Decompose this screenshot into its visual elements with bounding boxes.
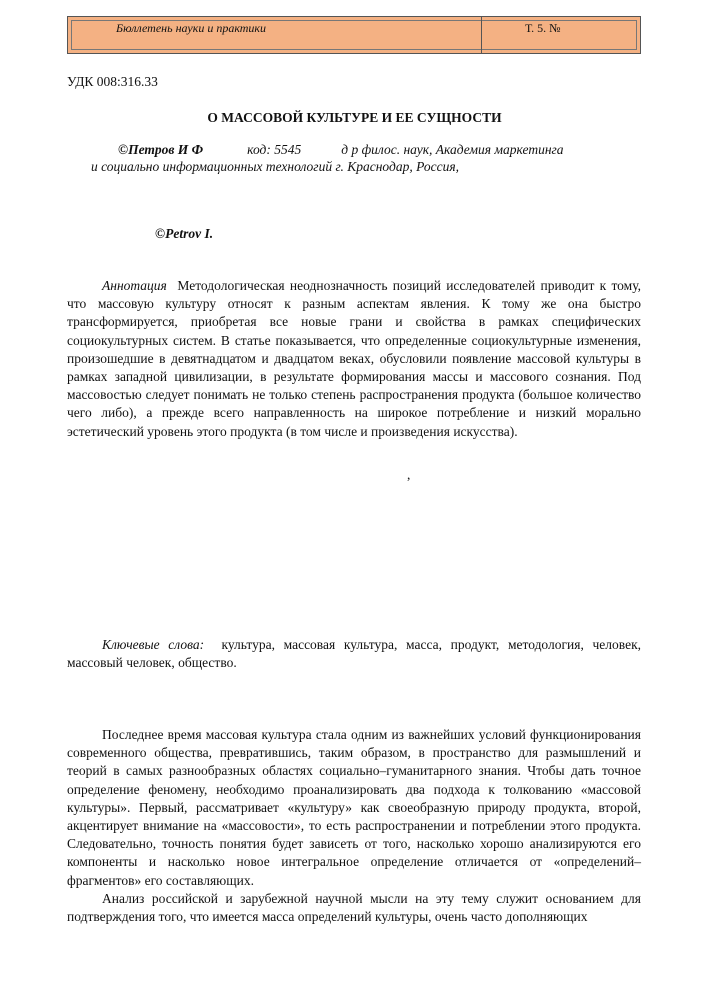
body-paragraph-1: Последнее время массовая культура стала одним из важнейших условий функционирования современного общества, превратившись, таким образом, в пространство для размышлений и теорий в самых разнообразных областях социально–гуманитарного знания. Чтобы дать точное определение феномену, необходимо проанализировать два подхода к толкованию «массовой культуры». Первый, рассматривает «культуру» как своеобразную природу продукта, второй, акцентирует внимание на «массовости», то есть распространении и потреблении этого продукта. Следовательно, точность понятия будет зависеть от того, насколько хорошо анализируются его компоненты и насколько новое интегральное определение отличается от «определений–фрагментов» его составляющих. xyxy=(67,727,641,888)
udk-code: УДК 008:316.33 xyxy=(67,74,158,89)
author-name-en: ©Petrov I. xyxy=(155,226,214,241)
stray-mark: , xyxy=(407,467,411,482)
keywords-label: Ключевые слова: xyxy=(102,637,205,652)
abstract-text: Методологическая неоднозначность позиций исследователей приводит к тому, что массовую культуру относят к разным аспектам явления. К тому же она быстро трансформируется, приобретая все новые грани и свойства в рамках специфических социокультурных систем. В статье показывается, что определенные социокультурные изменения, произошедшие в девятнадцатом и двадцатом веках, обусловили появление массовой культуры в рамках западной цивилизации, в результате формирования массы и массового сознания. Под массовостью следует понимать не только степень распространения продукта (большое количество чего либо), а прежде всего направленность на широкое потребление и низкий морально эстетический уровень этого продукта (в том числе и произведения искусства). xyxy=(67,278,641,439)
author-line xyxy=(118,142,564,158)
keywords xyxy=(67,636,641,672)
article-title: О МАССОВОЙ КУЛЬТУРЕ И ЕЕ СУЩНОСТИ xyxy=(207,110,502,125)
author-affiliation: и социально информационных технологий г. Краснодар, Россия, xyxy=(91,159,459,174)
author-code: код: 5545 xyxy=(247,142,302,157)
journal-name: Бюллетень науки и практики xyxy=(116,21,267,35)
header-divider xyxy=(481,17,482,53)
journal-header xyxy=(67,16,641,54)
body-text xyxy=(67,726,641,926)
abstract xyxy=(67,277,641,441)
author-degree: д р филос. наук, Академия маркетинга xyxy=(341,142,564,157)
author-name: ©Петров И Ф xyxy=(118,142,204,157)
abstract-label: Аннотация xyxy=(102,278,167,293)
journal-volume: Т. 5. № xyxy=(525,21,561,35)
body-paragraph-2: Анализ российской и зарубежной научной мысли на эту тему служит основанием для подтверждения того, что имеется масса определений культуры, очень часто дополняющих xyxy=(67,890,641,925)
keywords-text: культура, массовая культура, масса, продукт, методология, человек, массовый человек, общество. xyxy=(67,637,642,671)
